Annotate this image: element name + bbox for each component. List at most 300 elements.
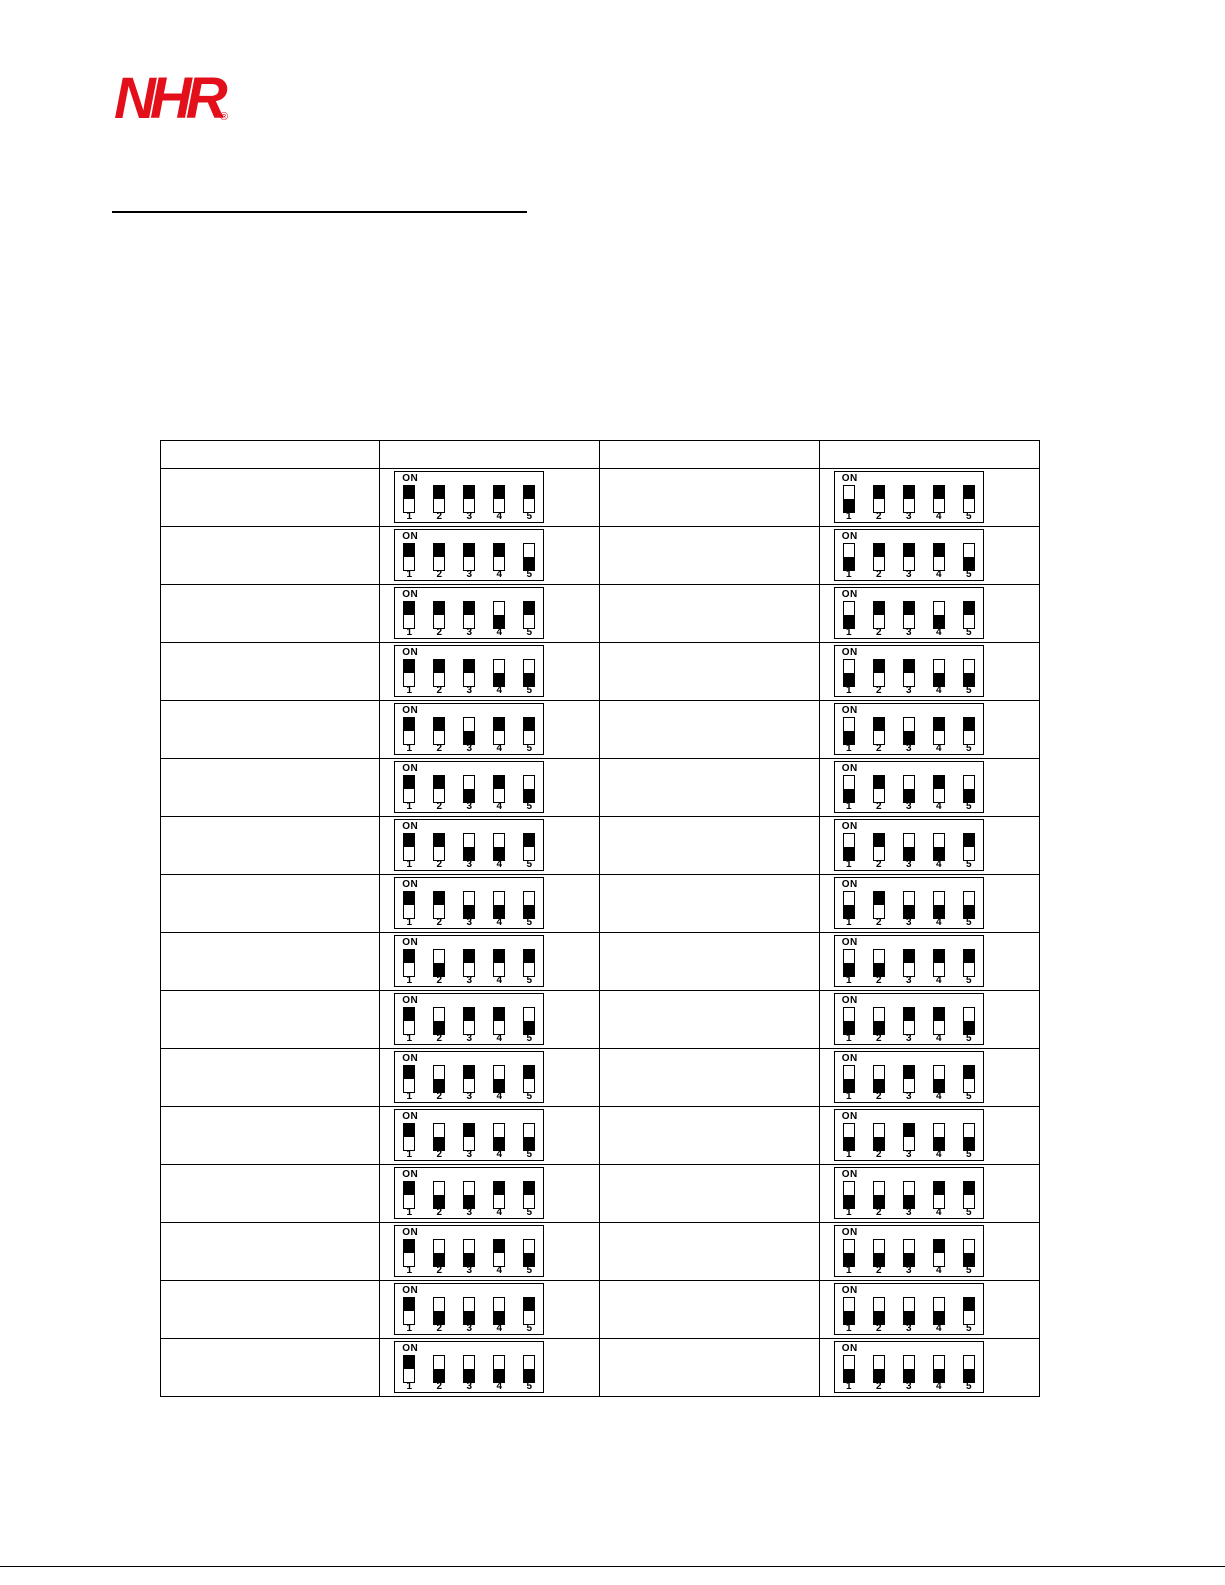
dip-switch-3 (903, 543, 915, 571)
dip-on-label: ON (841, 995, 858, 1006)
dip-on-label: ON (841, 937, 858, 948)
dip-switch-4 (493, 775, 505, 803)
dip-switch-4 (493, 717, 505, 745)
dip-switch-diagram (834, 1051, 984, 1103)
switch-on-knob (403, 1181, 415, 1195)
switch-on-knob (933, 717, 945, 731)
dip-switch-2 (873, 1297, 885, 1325)
switch-cell (819, 1049, 1039, 1107)
dip-switch-4 (933, 659, 945, 687)
dip-switch-1 (843, 601, 855, 629)
dip-switch-2 (433, 601, 445, 629)
dip-switch-number: 1 (406, 569, 413, 580)
dip-switch-number: 2 (875, 1381, 882, 1392)
switch-on-knob (903, 659, 915, 673)
dip-switch-number: 5 (965, 801, 972, 812)
dip-switch-3 (463, 1123, 475, 1151)
label-cell (161, 643, 380, 701)
dip-switch-2 (873, 543, 885, 571)
dip-switch-number: 3 (905, 801, 912, 812)
switch-cell (380, 701, 600, 759)
dip-switch-diagram (834, 529, 984, 581)
header-cell-2 (380, 441, 600, 469)
switch-on-knob (403, 833, 415, 847)
dip-switch-number: 1 (406, 1381, 413, 1392)
dip-switch-number: 4 (496, 1033, 503, 1044)
table-row (161, 585, 1040, 643)
label-cell (161, 1281, 380, 1339)
footer-rule (0, 1566, 1225, 1567)
switch-cell (819, 527, 1039, 585)
switch-cell (819, 817, 1039, 875)
label-cell (600, 1281, 819, 1339)
switch-on-knob (403, 891, 415, 905)
dip-switch-2 (433, 833, 445, 861)
dip-switch-number: 2 (875, 1265, 882, 1276)
dip-switch-number: 1 (845, 685, 852, 696)
dip-switch-2 (433, 1355, 445, 1383)
dip-on-label: ON (402, 705, 419, 716)
dip-switch-5 (523, 717, 535, 745)
dip-switch-number: 5 (526, 1207, 533, 1218)
dip-on-label: ON (402, 1169, 419, 1180)
dip-switch-diagram (834, 935, 984, 987)
dip-switch-number: 4 (935, 1323, 942, 1334)
label-cell (600, 701, 819, 759)
dip-switch-number: 4 (496, 743, 503, 754)
dip-switch-diagram (394, 1283, 544, 1335)
dip-switch-5 (963, 949, 975, 977)
dip-switch-number: 1 (845, 743, 852, 754)
dip-switch-number: 4 (496, 801, 503, 812)
label-cell (600, 469, 819, 527)
dip-switch-2 (433, 543, 445, 571)
switch-cell (819, 933, 1039, 991)
dip-switch-number: 1 (845, 511, 852, 522)
dip-switch-3 (463, 601, 475, 629)
switch-cell (380, 933, 600, 991)
switch-cell (819, 991, 1039, 1049)
dip-switch-number: 3 (466, 801, 473, 812)
dip-switch-number: 4 (496, 1265, 503, 1276)
dip-switch-number: 5 (965, 743, 972, 754)
dip-switch-number: 2 (436, 1091, 443, 1102)
dip-on-label: ON (841, 705, 858, 716)
dip-switch-3 (903, 949, 915, 977)
label-cell (161, 701, 380, 759)
dip-switch-number: 3 (905, 743, 912, 754)
switch-on-knob (463, 659, 475, 673)
dip-switch-number: 2 (875, 801, 882, 812)
table-row (161, 527, 1040, 585)
switch-on-knob (903, 1123, 915, 1137)
switch-on-knob (963, 485, 975, 499)
dip-switch-number: 1 (845, 859, 852, 870)
switch-on-knob (403, 1007, 415, 1021)
dip-switch-number: 2 (436, 1149, 443, 1160)
switch-on-knob (463, 1007, 475, 1021)
dip-switch-1 (403, 891, 415, 919)
dip-switch-3 (903, 1065, 915, 1093)
dip-on-label: ON (402, 1111, 419, 1122)
dip-on-label: ON (841, 531, 858, 542)
dip-switch-number: 2 (875, 627, 882, 638)
dip-on-label: ON (841, 1285, 858, 1296)
dip-switch-2 (433, 1123, 445, 1151)
switch-on-knob (433, 485, 445, 499)
dip-switch-5 (963, 1123, 975, 1151)
dip-switch-number: 4 (496, 1323, 503, 1334)
dip-switch-diagram (394, 1109, 544, 1161)
dip-switch-number: 2 (436, 859, 443, 870)
dip-switch-number: 2 (436, 743, 443, 754)
switch-on-knob (873, 543, 885, 557)
dip-switch-1 (843, 485, 855, 513)
dip-switch-number: 3 (466, 1149, 473, 1160)
dip-switch-1 (403, 833, 415, 861)
dip-switch-1 (843, 1297, 855, 1325)
switch-on-knob (933, 775, 945, 789)
dip-switch-number: 5 (526, 859, 533, 870)
dip-switch-5 (963, 717, 975, 745)
dip-switch-5 (523, 659, 535, 687)
dip-switch-5 (523, 1007, 535, 1035)
dip-switch-number: 2 (875, 1323, 882, 1334)
switch-cell (380, 1339, 600, 1397)
dip-switch-3 (903, 659, 915, 687)
dip-switch-number: 2 (875, 859, 882, 870)
dip-switch-number: 3 (466, 1381, 473, 1392)
dip-switch-3 (903, 485, 915, 513)
table-row (161, 1165, 1040, 1223)
label-cell (161, 1165, 380, 1223)
dip-switch-number: 3 (905, 569, 912, 580)
dip-switch-number: 3 (466, 743, 473, 754)
dip-switch-number: 3 (466, 1091, 473, 1102)
dip-switch-number: 2 (436, 801, 443, 812)
dip-switch-4 (933, 1181, 945, 1209)
switch-cell (819, 585, 1039, 643)
switch-cell (819, 1281, 1039, 1339)
switch-on-knob (523, 1297, 535, 1311)
dip-switch-5 (523, 833, 535, 861)
dip-switch-number: 5 (526, 685, 533, 696)
dip-switch-number: 4 (935, 1033, 942, 1044)
dip-on-label: ON (841, 1343, 858, 1354)
dip-switch-1 (403, 775, 415, 803)
dip-on-label: ON (841, 821, 858, 832)
dip-switch-number: 4 (935, 1381, 942, 1392)
switch-cell (380, 643, 600, 701)
switch-on-knob (873, 717, 885, 731)
switch-cell (380, 759, 600, 817)
dip-switch-number: 4 (496, 1149, 503, 1160)
dip-switch-number: 5 (965, 859, 972, 870)
dip-switch-diagram (394, 1225, 544, 1277)
switch-cell (380, 1049, 600, 1107)
dip-on-label: ON (402, 1227, 419, 1238)
dip-switch-diagram (834, 1167, 984, 1219)
label-cell (600, 1223, 819, 1281)
dip-switch-number: 5 (965, 1381, 972, 1392)
dip-switch-number: 4 (496, 859, 503, 870)
dip-switch-5 (523, 1123, 535, 1151)
dip-switch-number: 5 (965, 1033, 972, 1044)
switch-on-knob (493, 543, 505, 557)
dip-switch-4 (493, 1181, 505, 1209)
switch-on-knob (403, 601, 415, 615)
label-cell (161, 1107, 380, 1165)
switch-on-knob (463, 485, 475, 499)
dip-on-label: ON (841, 763, 858, 774)
dip-switch-number: 2 (875, 1149, 882, 1160)
switch-on-knob (493, 1181, 505, 1195)
dip-switch-number: 3 (905, 1091, 912, 1102)
dip-switch-number: 4 (496, 511, 503, 522)
nhr-logo-mark (114, 68, 242, 126)
switch-cell (819, 469, 1039, 527)
switch-on-knob (873, 601, 885, 615)
dip-switch-3 (903, 1355, 915, 1383)
header-cell-4 (819, 441, 1039, 469)
dip-switch-2 (433, 717, 445, 745)
dip-switch-diagram (834, 1225, 984, 1277)
dip-switch-number: 1 (406, 685, 413, 696)
dip-switch-number: 3 (466, 685, 473, 696)
dip-switch-number: 1 (845, 917, 852, 928)
dip-switch-1 (843, 1123, 855, 1151)
dip-switch-number: 4 (935, 569, 942, 580)
dip-switch-4 (493, 1355, 505, 1383)
dip-switch-4 (493, 659, 505, 687)
dip-switch-5 (963, 891, 975, 919)
dip-switch-2 (873, 1181, 885, 1209)
dip-switch-2 (873, 1123, 885, 1151)
switch-on-knob (403, 543, 415, 557)
dip-switch-diagram (834, 1341, 984, 1393)
switch-on-knob (403, 1355, 415, 1369)
label-cell (600, 933, 819, 991)
dip-on-label: ON (402, 647, 419, 658)
dip-switch-number: 1 (845, 801, 852, 812)
dip-switch-number: 3 (466, 975, 473, 986)
dip-switch-number: 3 (466, 859, 473, 870)
dip-switch-1 (403, 1065, 415, 1093)
dip-switch-number: 1 (845, 1091, 852, 1102)
dip-switch-number: 5 (526, 1381, 533, 1392)
label-cell (600, 1049, 819, 1107)
dip-switch-diagram (394, 587, 544, 639)
table-row (161, 1107, 1040, 1165)
dip-switch-diagram (394, 819, 544, 871)
dip-switch-number: 2 (436, 1207, 443, 1218)
dip-switch-3 (903, 717, 915, 745)
switch-on-knob (903, 601, 915, 615)
switch-on-knob (523, 601, 535, 615)
dip-on-label: ON (841, 1169, 858, 1180)
switch-on-knob (433, 833, 445, 847)
dip-switch-4 (933, 1123, 945, 1151)
switch-on-knob (873, 833, 885, 847)
dip-switch-2 (873, 1007, 885, 1035)
dip-switch-number: 5 (965, 975, 972, 986)
dip-switch-5 (523, 1065, 535, 1093)
label-cell (600, 875, 819, 933)
switch-on-knob (903, 1007, 915, 1021)
dip-switch-number: 3 (466, 511, 473, 522)
dip-switch-3 (463, 543, 475, 571)
dip-switch-number: 4 (935, 685, 942, 696)
dip-switch-5 (963, 1007, 975, 1035)
dip-on-label: ON (841, 473, 858, 484)
dip-switch-number: 3 (905, 685, 912, 696)
dip-switch-5 (523, 1297, 535, 1325)
dip-switch-number: 5 (526, 511, 533, 522)
dip-switch-number: 4 (935, 1207, 942, 1218)
dip-switch-number: 3 (905, 1149, 912, 1160)
dip-switch-number: 5 (965, 627, 972, 638)
dip-switch-number: 5 (526, 627, 533, 638)
dip-switch-2 (433, 1239, 445, 1267)
switch-cell (819, 1223, 1039, 1281)
dip-switch-number: 3 (905, 1381, 912, 1392)
dip-switch-number: 5 (965, 569, 972, 580)
dip-switch-number: 2 (875, 569, 882, 580)
dip-switch-4 (933, 1007, 945, 1035)
switch-on-knob (403, 1123, 415, 1137)
dip-on-label: ON (841, 1053, 858, 1064)
table-header-row (161, 441, 1040, 469)
dip-switch-1 (403, 485, 415, 513)
dip-switch-1 (843, 775, 855, 803)
dip-switch-5 (963, 543, 975, 571)
dip-on-label: ON (402, 1343, 419, 1354)
dip-switch-4 (933, 543, 945, 571)
switch-on-knob (873, 485, 885, 499)
switch-on-knob (873, 775, 885, 789)
dip-switch-number: 4 (935, 627, 942, 638)
switch-cell (819, 701, 1039, 759)
dip-switch-3 (903, 775, 915, 803)
dip-switch-1 (843, 1239, 855, 1267)
dip-switch-number: 2 (436, 685, 443, 696)
switch-cell (819, 1107, 1039, 1165)
dip-switch-2 (433, 949, 445, 977)
dip-switch-4 (933, 601, 945, 629)
dip-switch-2 (873, 891, 885, 919)
dip-switch-3 (463, 833, 475, 861)
dip-switch-number: 1 (406, 1149, 413, 1160)
switch-on-knob (403, 775, 415, 789)
dip-switch-number: 1 (845, 1381, 852, 1392)
dip-switch-4 (933, 775, 945, 803)
dip-switch-number: 5 (965, 511, 972, 522)
dip-switch-number: 1 (845, 1207, 852, 1218)
dip-switch-diagram (834, 819, 984, 871)
dip-switch-number: 1 (845, 975, 852, 986)
dip-switch-number: 3 (466, 1323, 473, 1334)
dip-switch-1 (403, 1355, 415, 1383)
dip-on-label: ON (402, 821, 419, 832)
dip-switch-3 (463, 1065, 475, 1093)
switch-on-knob (493, 949, 505, 963)
dip-on-label: ON (402, 1053, 419, 1064)
label-cell (161, 1223, 380, 1281)
dip-switch-3 (903, 1007, 915, 1035)
dip-on-label: ON (402, 531, 419, 542)
dip-switch-4 (493, 949, 505, 977)
dip-switch-number: 4 (496, 685, 503, 696)
dip-switch-number: 4 (935, 511, 942, 522)
table-row (161, 1049, 1040, 1107)
switch-cell (819, 1339, 1039, 1397)
switch-on-knob (433, 717, 445, 731)
dip-switch-1 (843, 949, 855, 977)
dip-switch-diagram (834, 645, 984, 697)
dip-switch-number: 2 (436, 511, 443, 522)
switch-on-knob (933, 1181, 945, 1195)
dip-switch-number: 4 (935, 975, 942, 986)
dip-switch-number: 3 (905, 859, 912, 870)
dip-switch-2 (873, 659, 885, 687)
dip-switch-number: 4 (496, 1207, 503, 1218)
dip-switch-4 (493, 1007, 505, 1035)
switch-cell (819, 759, 1039, 817)
label-cell (161, 469, 380, 527)
dip-switch-diagram (394, 1167, 544, 1219)
dip-switch-number: 2 (436, 1381, 443, 1392)
dip-switch-3 (903, 1297, 915, 1325)
dip-switch-number: 4 (935, 1149, 942, 1160)
dip-switch-number: 1 (406, 743, 413, 754)
dip-switch-number: 2 (436, 627, 443, 638)
dip-switch-number: 1 (406, 1091, 413, 1102)
dip-on-label: ON (841, 647, 858, 658)
switch-on-knob (403, 1239, 415, 1253)
dip-switch-number: 4 (935, 743, 942, 754)
dip-switch-2 (433, 485, 445, 513)
dip-switch-2 (873, 949, 885, 977)
dip-switch-2 (873, 775, 885, 803)
switch-on-knob (403, 1065, 415, 1079)
switch-on-knob (873, 659, 885, 673)
dip-switch-number: 1 (845, 1149, 852, 1160)
dip-switch-grid (160, 440, 1040, 1397)
dip-switch-number: 5 (526, 743, 533, 754)
switch-on-knob (963, 949, 975, 963)
dip-switch-5 (963, 485, 975, 513)
dip-switch-2 (433, 775, 445, 803)
dip-switch-number: 3 (466, 569, 473, 580)
dip-on-label: ON (841, 1111, 858, 1122)
dip-switch-number: 5 (965, 1207, 972, 1218)
switch-on-knob (523, 949, 535, 963)
switch-on-knob (963, 601, 975, 615)
label-cell (600, 759, 819, 817)
table-row (161, 1339, 1040, 1397)
dip-switch-2 (873, 717, 885, 745)
dip-switch-number: 4 (496, 569, 503, 580)
dip-switch-number: 5 (526, 975, 533, 986)
dip-switch-3 (463, 1297, 475, 1325)
dip-switch-number: 2 (436, 975, 443, 986)
dip-switch-5 (963, 659, 975, 687)
switch-cell (819, 1165, 1039, 1223)
dip-switch-number: 5 (526, 1149, 533, 1160)
dip-switch-number: 1 (406, 1265, 413, 1276)
label-cell (600, 1165, 819, 1223)
switch-on-knob (903, 543, 915, 557)
